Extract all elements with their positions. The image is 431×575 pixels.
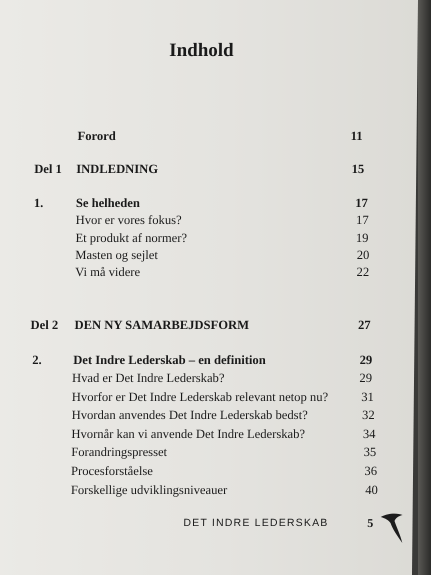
toc-entry xyxy=(0,213,402,233)
toc-entry xyxy=(0,390,400,410)
toc-entry xyxy=(0,371,400,391)
entry-page: 34 xyxy=(362,427,376,441)
entry-label: INDLEDNING xyxy=(76,162,159,176)
entry-page: 40 xyxy=(365,483,378,497)
entry-label: Se helheden xyxy=(75,196,140,210)
toc-entry xyxy=(0,129,403,149)
footer-book-title: DET INDRE LEDERSKAB xyxy=(183,517,329,529)
entry-label: Forandringspresset xyxy=(71,445,168,459)
entry-label: Procesforståelse xyxy=(70,464,153,478)
entry-page: 19 xyxy=(355,231,369,245)
toc-entry xyxy=(0,445,399,465)
entry-page: 35 xyxy=(363,445,377,459)
entry-label: Forord xyxy=(77,129,116,143)
entry-number: Del 2 xyxy=(30,318,59,332)
entry-label: Forskellige udviklingsniveauer xyxy=(70,483,228,497)
bird-logo-icon xyxy=(378,505,408,545)
entry-page: 22 xyxy=(356,265,370,279)
footer-page-number: 5 xyxy=(367,516,375,530)
entry-page: 36 xyxy=(364,464,378,478)
entry-label: Hvorfor er Det Indre Lederskab relevant netop nu? xyxy=(71,390,329,404)
entry-number: Del 1 xyxy=(34,162,62,176)
page-title: Indhold xyxy=(169,40,234,61)
entry-label: Hvor er vores fokus? xyxy=(75,213,182,227)
entry-label: Vi må videre xyxy=(75,265,141,279)
entry-page: 11 xyxy=(350,129,363,143)
toc-entry xyxy=(0,483,399,503)
entry-page: 17 xyxy=(355,196,368,210)
entry-label: Hvad er Det Indre Lederskab? xyxy=(71,371,225,385)
toc-entry xyxy=(0,408,400,428)
entry-label: Masten og sejlet xyxy=(75,248,158,262)
entry-number: 1. xyxy=(33,196,44,210)
entry-page: 29 xyxy=(359,371,373,385)
entry-page: 31 xyxy=(361,390,374,404)
entry-label: DEN NY SAMARBEJDSFORM xyxy=(74,318,250,332)
entry-label: Hvornår kan vi anvende Det Indre Lederskab? xyxy=(71,427,306,441)
entry-page: 29 xyxy=(359,353,373,367)
toc-entry xyxy=(0,265,401,285)
entry-label: Det Indre Lederskab – en definition xyxy=(73,353,266,367)
entry-page: 20 xyxy=(356,248,370,262)
entry-page: 15 xyxy=(351,162,365,176)
entry-page: 32 xyxy=(361,408,375,422)
entry-page: 17 xyxy=(356,213,369,227)
toc-entry xyxy=(0,464,399,484)
toc-entry xyxy=(0,427,400,447)
entry-page: 27 xyxy=(357,318,371,332)
toc-entry xyxy=(0,353,400,373)
page-edge-shadow xyxy=(418,0,431,575)
toc-entry xyxy=(0,162,402,182)
page-footer xyxy=(0,517,399,537)
entry-label: Et produkt af normer? xyxy=(75,231,188,245)
entry-number: 2. xyxy=(32,353,42,367)
toc-entry xyxy=(0,318,401,338)
entry-label: Hvordan anvendes Det Indre Lederskab bedst? xyxy=(71,408,308,422)
